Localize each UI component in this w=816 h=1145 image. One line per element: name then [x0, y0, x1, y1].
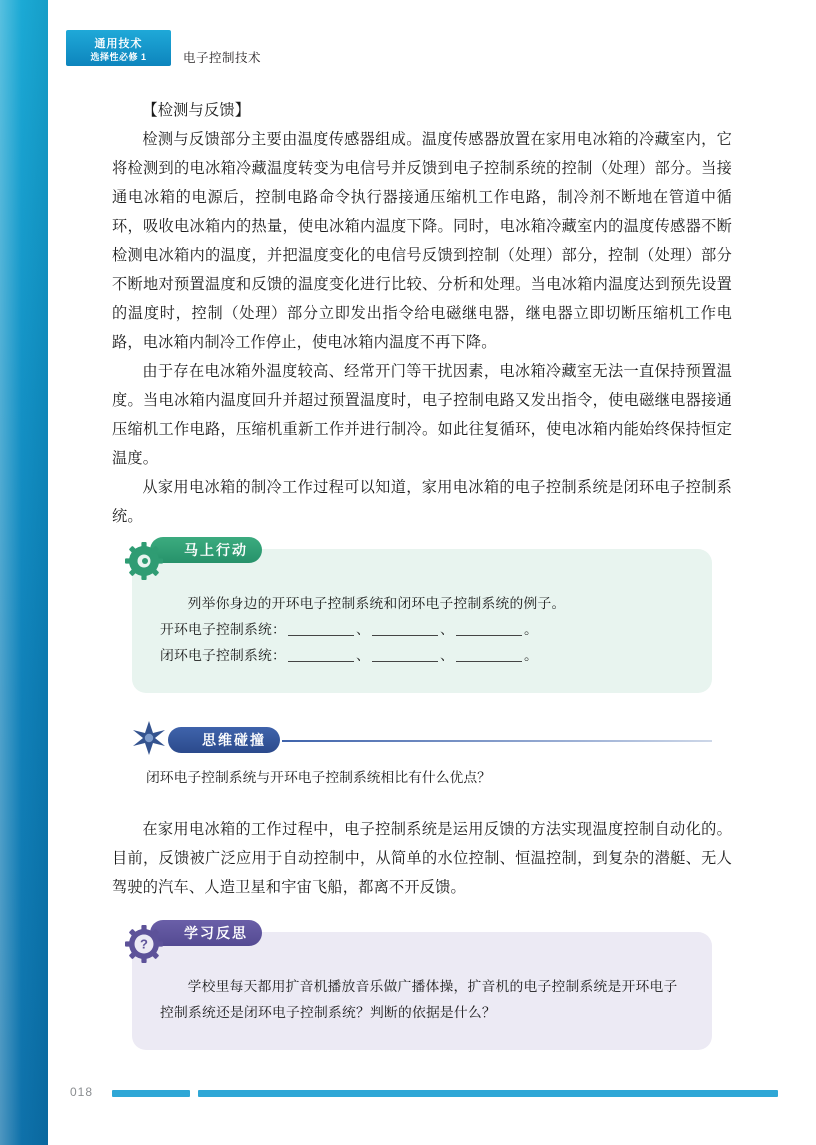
subject-badge-subtitle: 选择性必修 1: [90, 52, 147, 62]
page-spine-decoration: [0, 0, 48, 1145]
activity-action-intro: 列举你身边的开环电子控制系统和闭环电子控制系统的例子。: [187, 596, 566, 611]
activity-label-reflection-text: 学习反思: [150, 920, 262, 946]
svg-text:?: ?: [140, 936, 148, 952]
section-heading: 【检测与反馈】: [142, 102, 251, 119]
period-1: 。: [523, 622, 538, 637]
running-head-title: 电子控制技术: [183, 51, 262, 65]
activity-label-thinking: [168, 725, 280, 755]
page-spine-gradient: [0, 0, 48, 1145]
fill-blank[interactable]: [456, 661, 522, 662]
separator-4: 、: [439, 648, 454, 663]
subject-badge-title: 通用技术: [94, 38, 143, 50]
activity-strip-thinking: [132, 723, 712, 757]
separator-1: 、: [355, 622, 370, 637]
page-footer: [48, 1087, 816, 1101]
activity-box-action: [132, 542, 712, 693]
page-content: [112, 96, 732, 1050]
activity-label-thinking-text: 思维碰撞: [168, 727, 280, 753]
gear-icon: [122, 539, 166, 583]
body-paragraph-3: 从家用电冰箱的制冷工作过程可以知道，家用电冰箱的电子控制系统是闭环电子控制系统。: [112, 479, 732, 525]
fill-blank[interactable]: [288, 635, 354, 636]
body-paragraph-4: 在家用电冰箱的工作过程中，电子控制系统是运用反馈的方法实现温度控制自动化的。目前，反馈被广泛应用于自动控制中，从简单的水位控制、恒温控制，到复杂的潜艇、无人驾驶的汽车、人造卫星和宇宙飞船，都离不开反馈。: [112, 821, 732, 896]
activity-thinking-question: 闭环电子控制系统与开环电子控制系统相比有什么优点？: [146, 770, 491, 785]
footer-bar-short: [112, 1090, 190, 1097]
activity-label-reflection: [150, 918, 262, 948]
spark-icon: [128, 717, 172, 761]
activity-action-item-1: [160, 617, 684, 643]
activity-action-item-2-label: 闭环电子控制系统：: [160, 648, 286, 663]
activity-box-reflection: [132, 925, 712, 1050]
activity-label-action-text: 马上行动: [150, 537, 262, 563]
activity-action-item-1-label: 开环电子控制系统：: [160, 622, 286, 637]
activity-action-item-2: [160, 643, 684, 669]
fill-blank[interactable]: [372, 661, 438, 662]
period-2: 。: [523, 648, 538, 663]
footer-bar-long: [198, 1090, 778, 1097]
separator-2: 、: [439, 622, 454, 637]
body-paragraph-1: 检测与反馈部分主要由温度传感器组成。温度传感器放置在家用电冰箱的冷藏室内，它将检测到的电冰箱冷藏温度转变为电信号并反馈到电子控制系统的控制（处理）部分。当接通电冰箱的电源后，控制电路命令执行器接通压缩机工作电路，制冷剂不断地在管道中循环，吸收电冰箱内的热量，使电冰箱内温度下降。同时，电冰箱冷藏室内的温度传感器不断检测电冰箱内的温度，并把温度变化的电信号反馈到控制（处理）部分，控制（处理）部分不断地对预置温度和反馈的温度变化进行比较、分析和处理。当电冰箱内温度达到预先设置的温度时，控制（处理）部分立即发出指令给电磁继电器，继电器立即切断压缩机工作电路，电冰箱内制冷工作停止，使电冰箱内温度不再下降。: [112, 131, 732, 351]
fill-blank[interactable]: [288, 661, 354, 662]
activity-reflection-text: 学校里每天都用扩音机播放音乐做广播体操，扩音机的电子控制系统是开环电子控制系统还是闭环电子控制系统？判断的依据是什么？: [160, 979, 678, 1020]
fill-blank[interactable]: [456, 635, 522, 636]
activity-strip-rule: [282, 740, 712, 742]
separator-3: 、: [355, 648, 370, 663]
page-header: [48, 30, 816, 76]
activity-label-action: [150, 535, 262, 565]
subject-badge: [66, 30, 171, 66]
body-paragraph-2: 由于存在电冰箱外温度较高、经常开门等干扰因素，电冰箱冷藏室无法一直保持预置温度。当电冰箱内温度回升并超过预置温度时，电子控制电路又发出指令，使电磁继电器接通压缩机工作电路，压缩机重新工作并进行制冷。如此往复循环，使电冰箱内能始终保持恒定温度。: [112, 363, 732, 467]
page-number: 018: [70, 1085, 94, 1099]
fill-blank[interactable]: [372, 635, 438, 636]
question-gear-icon: [122, 922, 166, 966]
